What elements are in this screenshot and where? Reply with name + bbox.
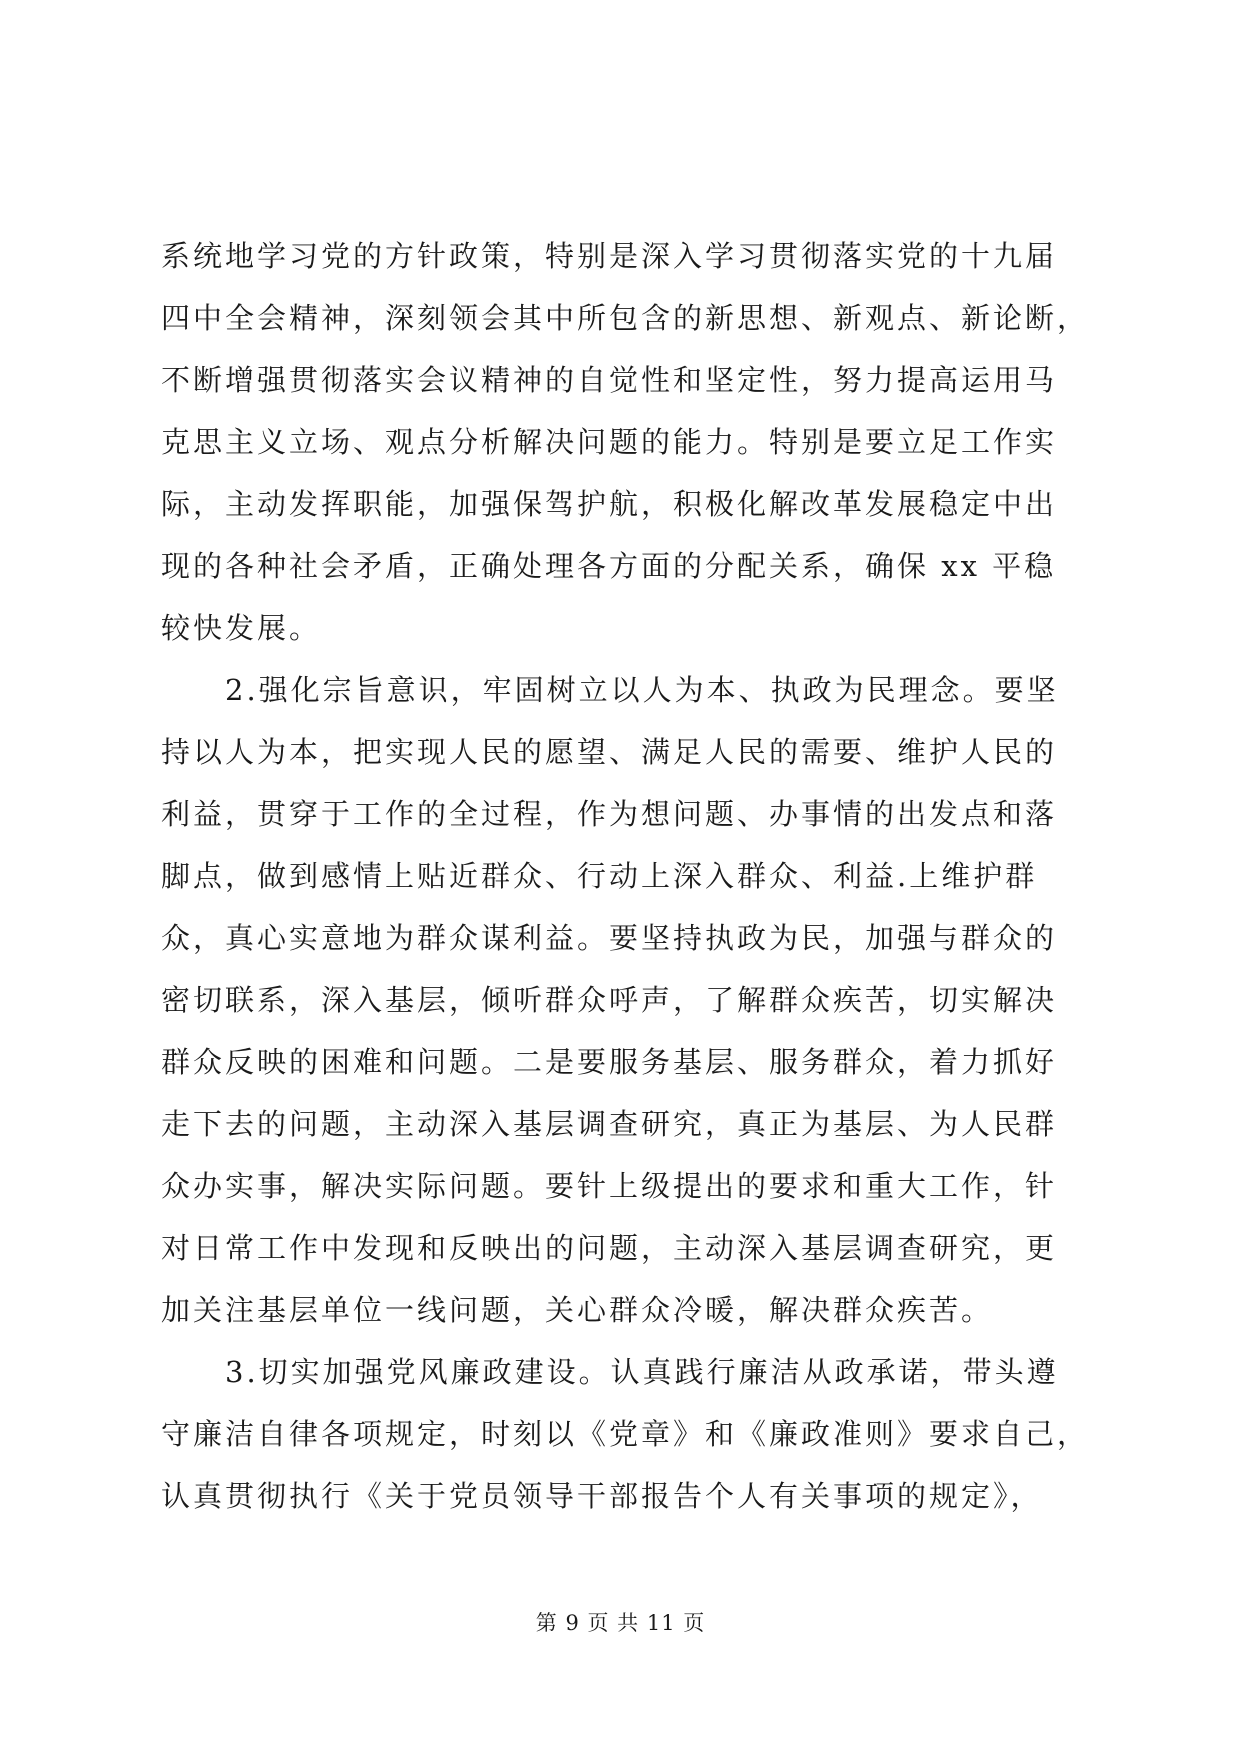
text-line: 对日常工作中发现和反映出的问题，主动深入基层调查研究，更 [161, 1231, 1058, 1265]
document-body [161, 225, 1090, 1527]
text-line: 守廉洁自律各项规定，时刻以《党章》和《廉政准则》要求自己， [161, 1417, 1090, 1451]
text-line: 脚点，做到感情上贴近群众、行动上深入群众、利益.上维护群 [161, 859, 1038, 893]
text-line: 密切联系，深入基层，倾听群众呼声，了解群众疾苦，切实解决 [161, 983, 1058, 1017]
text-line: 群众反映的困难和问题。二是要服务基层、服务群众，着力抓好 [161, 1045, 1058, 1079]
text-line: 持以人为本，把实现人民的愿望、满足人民的需要、维护人民的 [161, 735, 1058, 769]
text-line: 较快发展。 [161, 611, 322, 645]
text-line: 众办实事，解决实际问题。要针上级提出的要求和重大工作，针 [161, 1169, 1058, 1203]
text-line: 际，主动发挥职能，加强保驾护航，积极化解改革发展稳定中出 [161, 487, 1058, 521]
page-number-footer: 第 9 页 共 11 页 [535, 1611, 706, 1635]
text-line: 加关注基层单位一线问题，关心群众冷暖，解决群众疾苦。 [161, 1293, 994, 1327]
text-line: 认真贯彻执行《关于党员领导干部报告个人有关事项的规定》， [161, 1479, 1043, 1513]
text-line: 利益，贯穿于工作的全过程，作为想问题、办事情的出发点和落 [161, 797, 1058, 831]
text-line: 现的各种社会矛盾，正确处理各方面的分配关系，确保 xx 平稳 [161, 549, 1057, 583]
text-line: 四中全会精神，深刻领会其中所包含的新思想、新观点、新论断， [161, 301, 1090, 335]
text-line: 众，真心实意地为群众谋利益。要坚持执政为民，加强与群众的 [161, 921, 1058, 955]
text-line: 系统地学习党的方针政策，特别是深入学习贯彻落实党的十九届 [161, 239, 1058, 273]
text-line: 走下去的问题，主动深入基层调查研究，真正为基层、为人民群 [161, 1107, 1058, 1141]
text-line: 2.强化宗旨意识，牢固树立以人为本、执政为民理念。要坚 [161, 673, 1059, 707]
text-line: 克思主义立场、观点分析解决问题的能力。特别是要立足工作实 [161, 425, 1058, 459]
text-line: 3.切实加强党风廉政建设。认真践行廉洁从政承诺，带头遵 [161, 1355, 1059, 1389]
text-line: 不断增强贯彻落实会议精神的自觉性和坚定性，努力提高运用马 [161, 363, 1058, 397]
